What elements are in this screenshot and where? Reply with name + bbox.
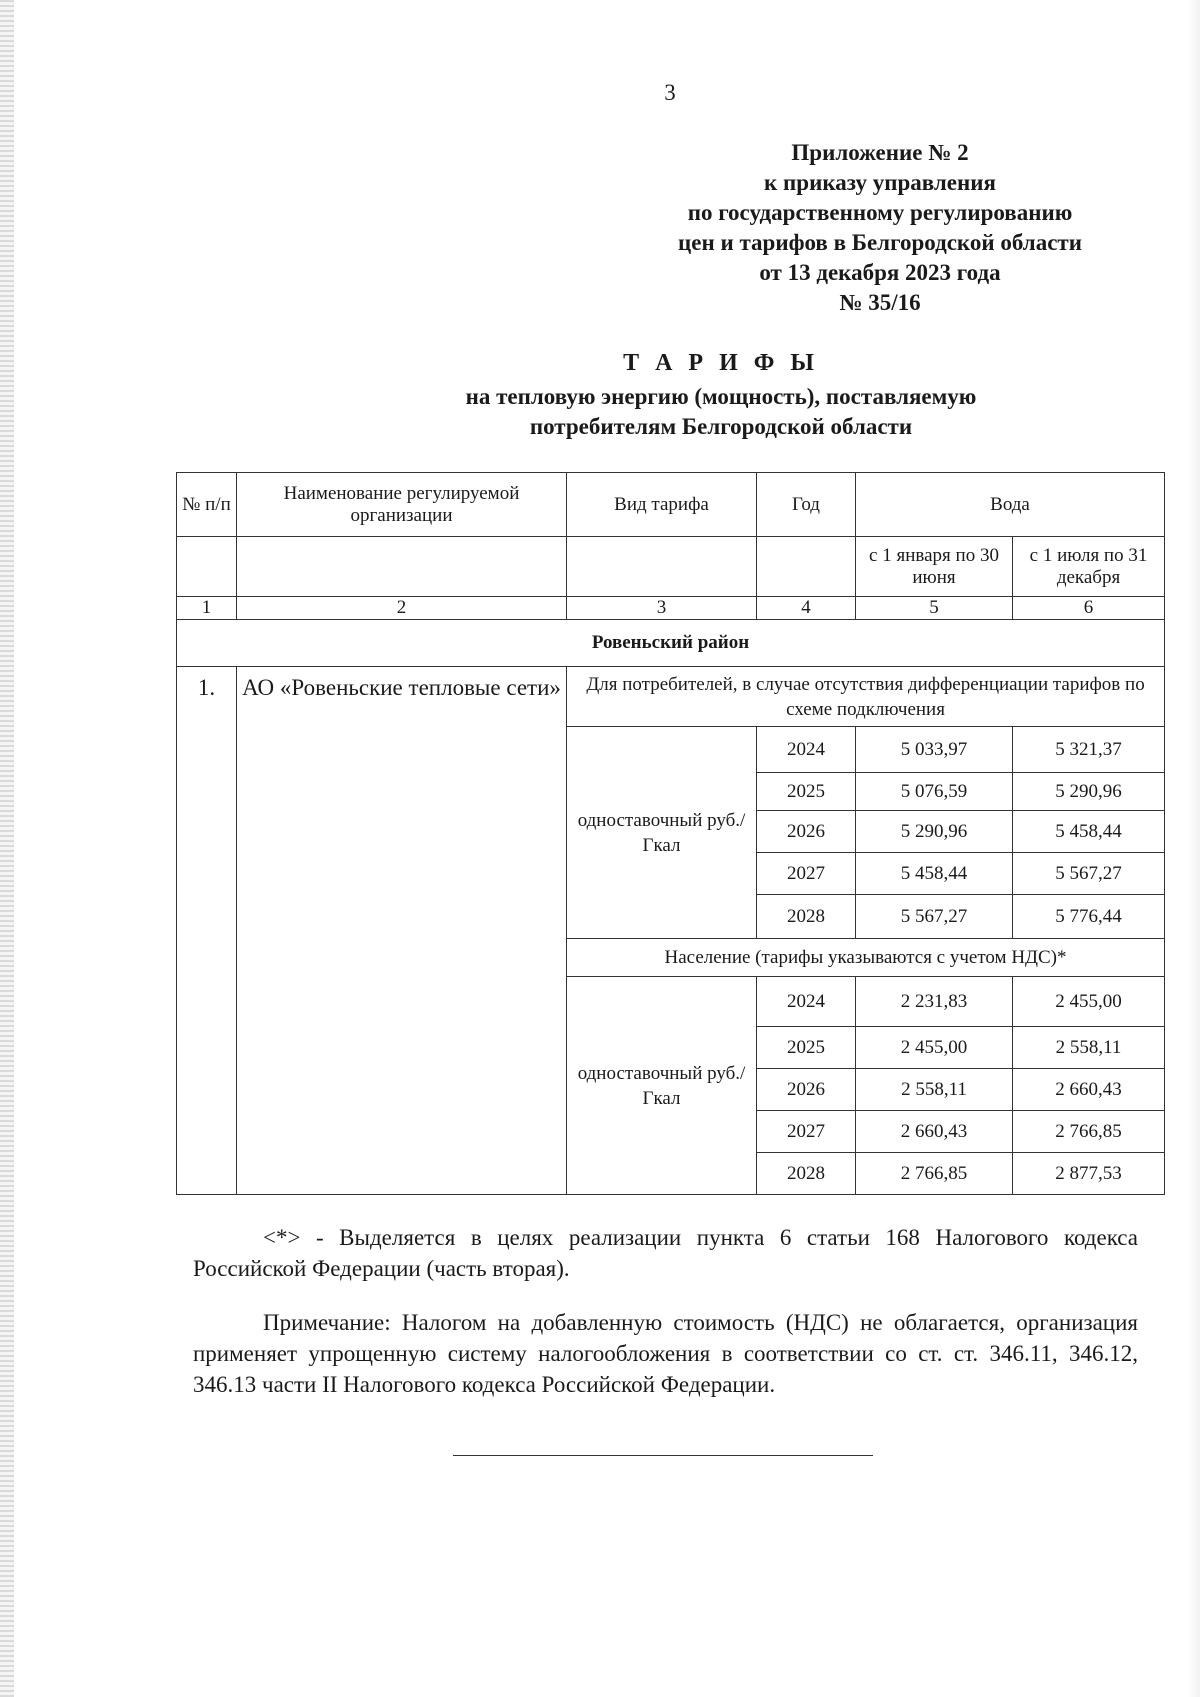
- page-number: 3: [664, 80, 676, 105]
- subtitle-line: на тепловую энергию (мощность), поставляемую: [465, 384, 977, 409]
- empty-cell: [567, 537, 757, 597]
- appendix-header: [620, 138, 1140, 318]
- header-row: [177, 473, 1165, 537]
- closing-rule: [453, 1455, 873, 1456]
- value-period-1: 5 567,27: [856, 895, 1013, 939]
- column-number: 1: [177, 597, 237, 620]
- header-period-1: с 1 января по 30 июня: [856, 537, 1013, 597]
- appendix-line: № 35/16: [839, 290, 921, 315]
- value-period-1: 5 033,97: [856, 727, 1013, 773]
- header-num: № п/п: [177, 473, 237, 537]
- footnote: <*> - Выделяется в целях реализации пункта 6 статьи 168 Налогового кодекса Российской Федерации (часть вторая).: [193, 1225, 1138, 1281]
- year-cell: 2025: [757, 1027, 856, 1069]
- document-subtitle: [176, 382, 1200, 442]
- appendix-line: по государственному регулированию: [687, 200, 1073, 225]
- column-number-row: [177, 597, 1165, 620]
- value-period-2: 5 290,96: [1013, 773, 1165, 811]
- header-org: Наименование регулируемой организации: [237, 473, 567, 537]
- year-cell: 2026: [757, 1069, 856, 1111]
- value-period-1: 2 231,83: [856, 977, 1013, 1027]
- tariffs-table: [176, 472, 1165, 1195]
- column-number: 3: [567, 597, 757, 620]
- value-period-1: 2 660,43: [856, 1111, 1013, 1153]
- value-period-2: 5 458,44: [1013, 811, 1165, 853]
- appendix-line: цен и тарифов в Белгородской области: [678, 230, 1082, 255]
- section-label: Население (тарифы указываются с учетом НДС)*: [567, 939, 1165, 977]
- value-period-2: 2 660,43: [1013, 1069, 1165, 1111]
- document-title: Т А Р И Ф Ы: [623, 350, 819, 376]
- column-number: 4: [757, 597, 856, 620]
- value-period-1: 5 290,96: [856, 811, 1013, 853]
- value-period-1: 2 766,85: [856, 1153, 1013, 1195]
- header-water: Вода: [856, 473, 1165, 537]
- tariff-type-cell: одноставочный руб./Гкал: [567, 727, 757, 939]
- column-number: 2: [237, 597, 567, 620]
- value-period-2: 5 321,37: [1013, 727, 1165, 773]
- year-cell: 2027: [757, 1111, 856, 1153]
- value-period-2: 2 766,85: [1013, 1111, 1165, 1153]
- year-cell: 2026: [757, 811, 856, 853]
- scan-edge: [0, 0, 14, 1697]
- empty-cell: [177, 537, 237, 597]
- value-period-1: 2 455,00: [856, 1027, 1013, 1069]
- appendix-line: Приложение № 2: [791, 140, 969, 165]
- subtitle-line: потребителям Белгородской области: [529, 414, 913, 439]
- header-tariff-type: Вид тарифа: [567, 473, 757, 537]
- appendix-line: от 13 декабря 2023 года: [759, 260, 1001, 285]
- note: Примечание: Налогом на добавленную стоимость (НДС) не облагается, организация применяет упрощенную систему налогообложения в соответствии со ст. ст. 346.11, 346.12, 346.13 части II Налогового кодекса Российской Федерации.: [193, 1310, 1138, 1397]
- value-period-2: 5 567,27: [1013, 853, 1165, 895]
- year-cell: 2027: [757, 853, 856, 895]
- value-period-1: 5 458,44: [856, 853, 1013, 895]
- scan-edge-right: [1188, 0, 1200, 1697]
- year-cell: 2028: [757, 1153, 856, 1195]
- org-number: 1.: [177, 667, 237, 1195]
- value-period-2: 5 776,44: [1013, 895, 1165, 939]
- value-period-1: 5 076,59: [856, 773, 1013, 811]
- year-cell: 2024: [757, 727, 856, 773]
- header-year: Год: [757, 473, 856, 537]
- tariff-type-cell: одноставочный руб./Гкал: [567, 977, 757, 1195]
- district-name: Ровеньский район: [177, 620, 1165, 667]
- year-cell: 2024: [757, 977, 856, 1027]
- year-cell: 2025: [757, 773, 856, 811]
- column-number: 6: [1013, 597, 1165, 620]
- value-period-1: 2 558,11: [856, 1069, 1013, 1111]
- section-label: Для потребителей, в случае отсутствия дифференциации тарифов по схеме подключения: [567, 667, 1165, 727]
- column-number: 5: [856, 597, 1013, 620]
- subheader-row: [177, 537, 1165, 597]
- appendix-line: к приказу управления: [764, 170, 996, 195]
- value-period-2: 2 558,11: [1013, 1027, 1165, 1069]
- district-row: [177, 620, 1165, 667]
- empty-cell: [757, 537, 856, 597]
- value-period-2: 2 455,00: [1013, 977, 1165, 1027]
- year-cell: 2028: [757, 895, 856, 939]
- value-period-2: 2 877,53: [1013, 1153, 1165, 1195]
- section-1-label-row: [177, 667, 1165, 727]
- header-period-2: с 1 июля по 31 декабря: [1013, 537, 1165, 597]
- org-name: АО «Ровеньские тепловые сети»: [237, 667, 567, 1195]
- empty-cell: [237, 537, 567, 597]
